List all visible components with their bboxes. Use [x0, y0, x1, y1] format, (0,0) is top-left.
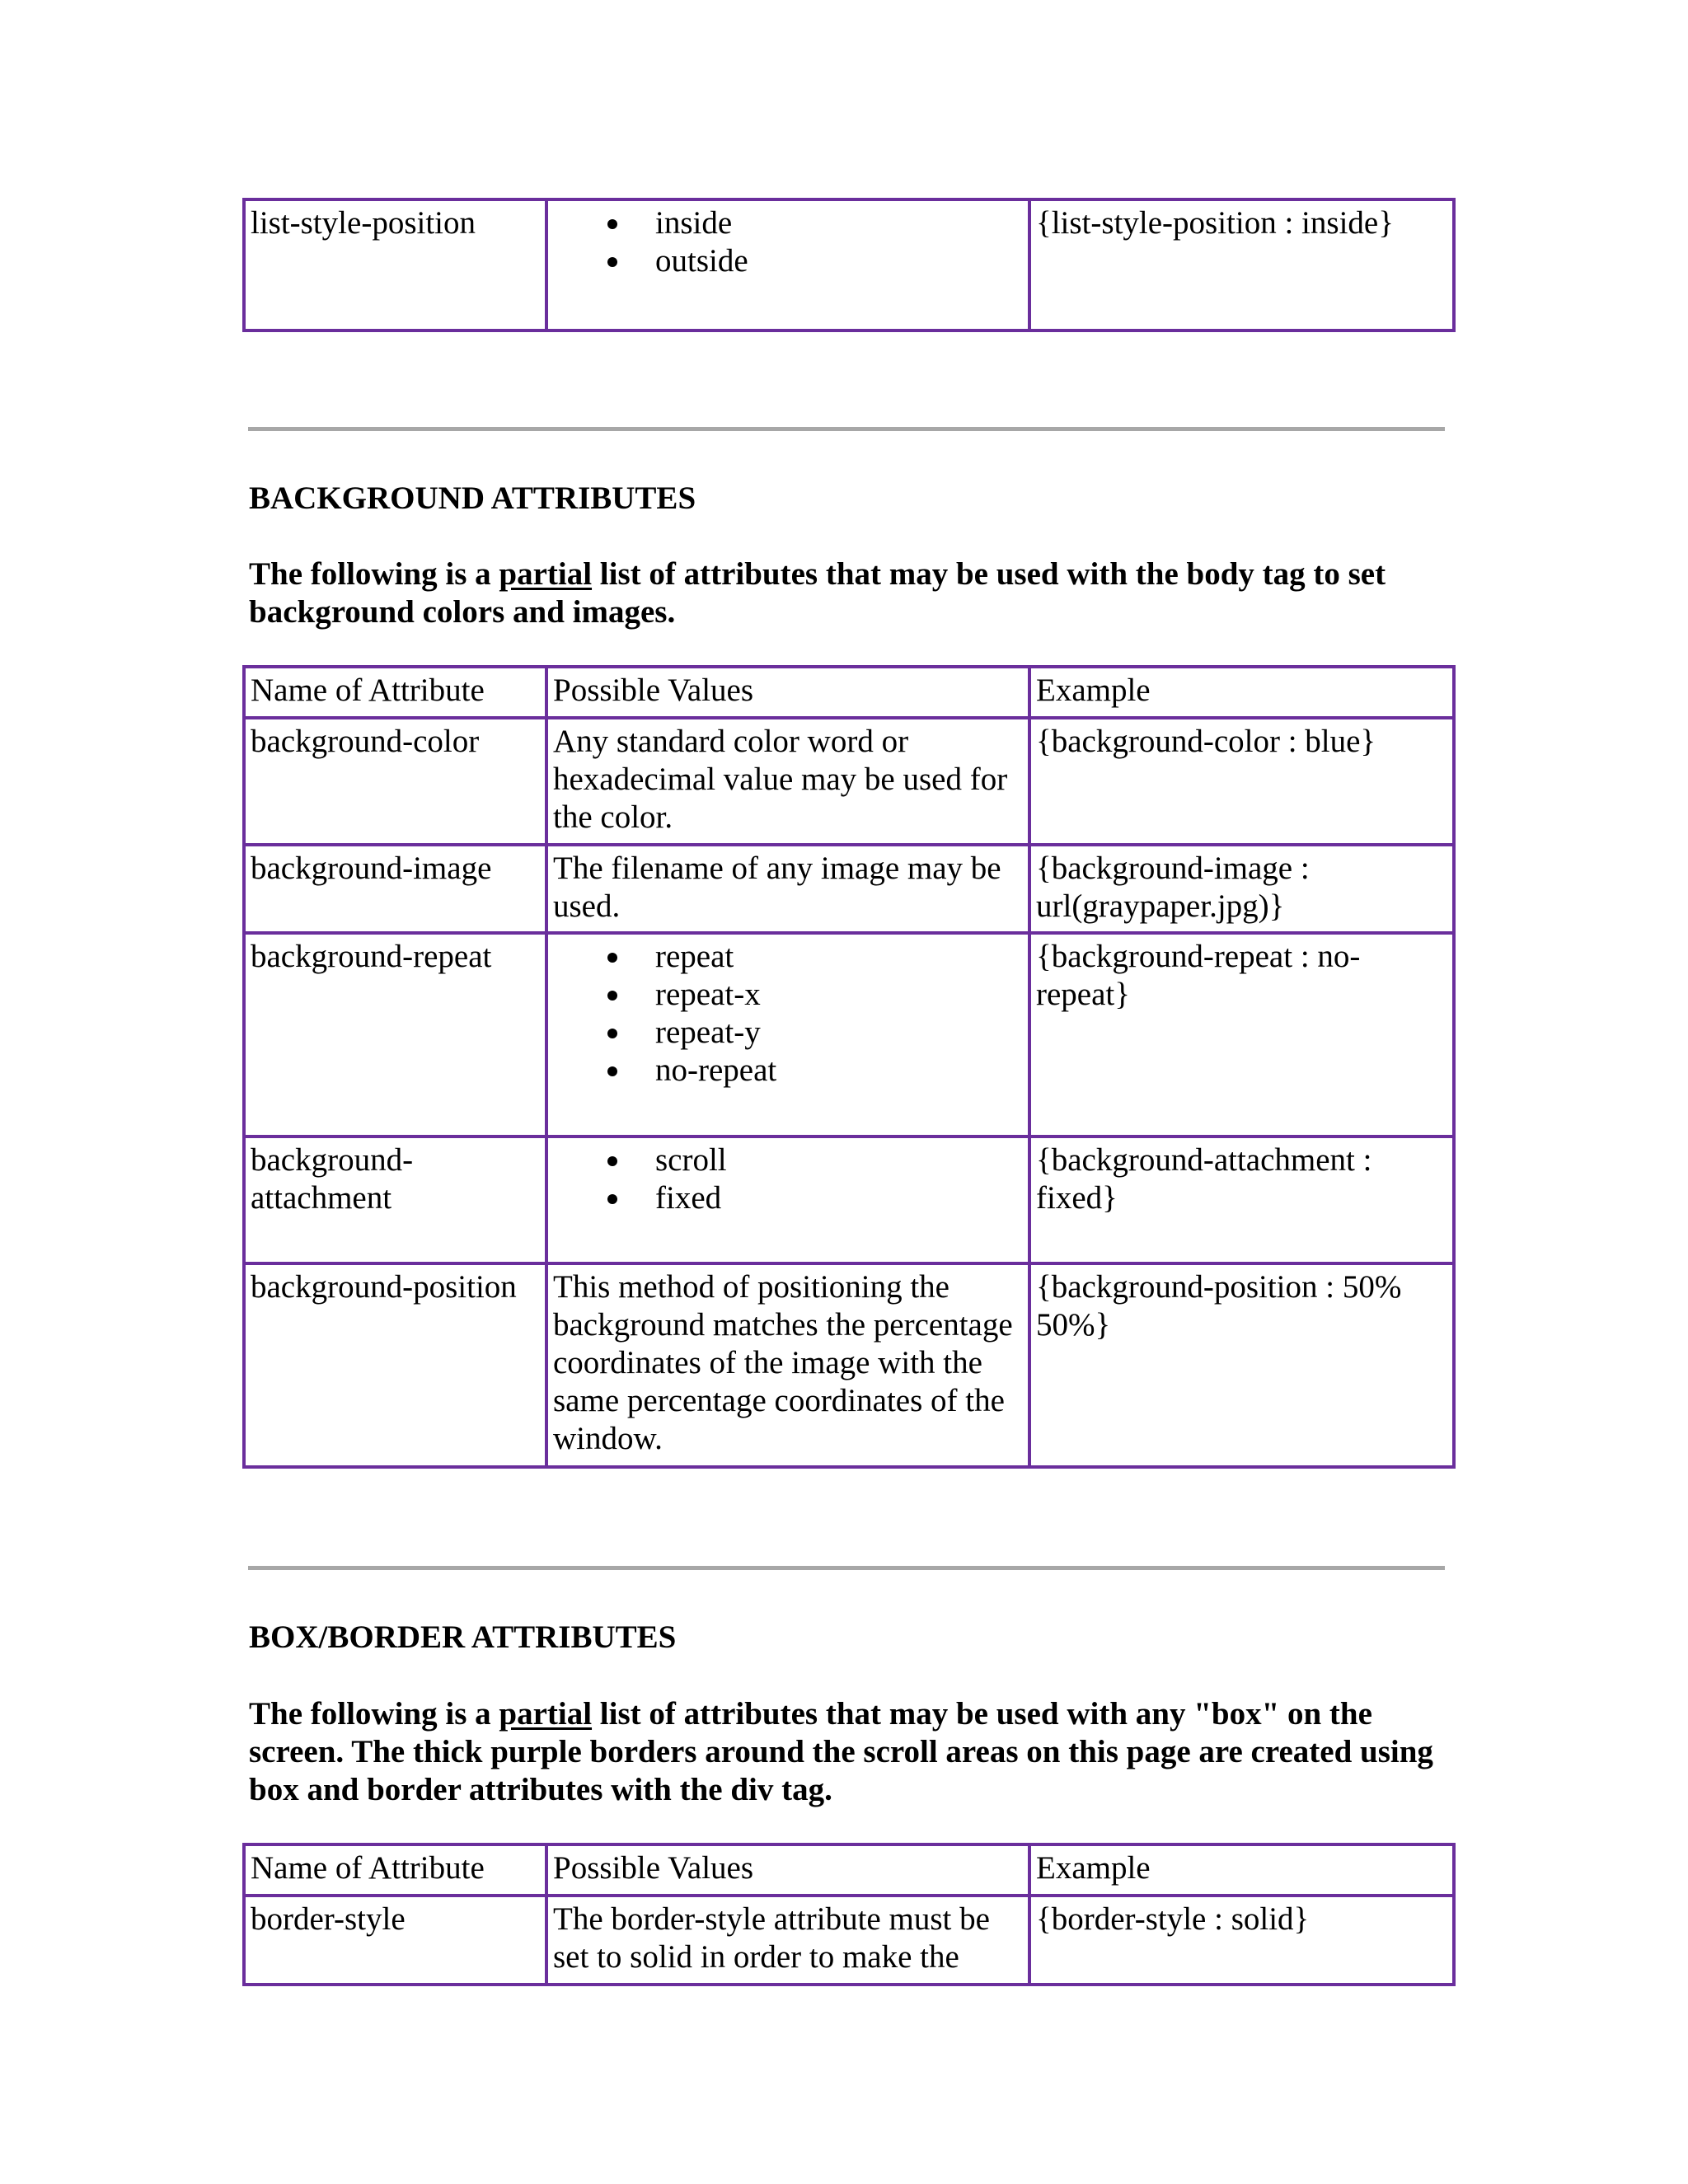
possible-values-cell	[546, 199, 1029, 330]
box-border-heading: BOX/BORDER ATTRIBUTES	[249, 1619, 677, 1655]
table-row	[244, 845, 1454, 933]
attribute-name-cell: background-attachment	[244, 1137, 546, 1263]
horizontal-rule	[248, 427, 1445, 431]
column-header-values: Possible Values	[546, 667, 1029, 718]
column-header-values: Possible Values	[546, 1844, 1029, 1896]
possible-values-cell	[546, 1137, 1029, 1263]
values-list	[553, 938, 1023, 1090]
table-row	[244, 1137, 1454, 1263]
example-cell: {background-repeat : no-repeat}	[1029, 933, 1454, 1137]
example-cell: {border-style : solid}	[1029, 1896, 1454, 1985]
intro-text: The following is a	[249, 556, 499, 592]
values-list	[553, 204, 1023, 280]
list-item: repeat-x	[655, 976, 1023, 1014]
example-cell: {background-position : 50% 50%}	[1029, 1263, 1454, 1467]
list-item: scroll	[655, 1141, 1023, 1179]
box-border-intro	[249, 1695, 1461, 1809]
list-item: inside	[655, 204, 1023, 242]
example-cell: {background-color : blue}	[1029, 718, 1454, 845]
column-header-name: Name of Attribute	[244, 1844, 546, 1896]
list-item: fixed	[655, 1179, 1023, 1217]
attribute-name-cell: background-repeat	[244, 933, 546, 1137]
background-attributes-table	[242, 665, 1456, 1469]
attribute-name-cell: border-style	[244, 1896, 546, 1985]
box-border-attributes-table	[242, 1843, 1456, 1986]
values-list	[553, 1141, 1023, 1217]
example-cell: {list-style-position : inside}	[1029, 199, 1454, 330]
horizontal-rule	[248, 1566, 1445, 1570]
table-row	[244, 1263, 1454, 1467]
background-heading: BACKGROUND ATTRIBUTES	[249, 480, 696, 516]
list-item: repeat	[655, 938, 1023, 976]
attribute-name-cell: background-position	[244, 1263, 546, 1467]
table-header-row	[244, 667, 1454, 718]
intro-emphasis: partial	[499, 556, 593, 592]
possible-values-cell: Any standard color word or hexadecimal value may be used for the color.	[546, 718, 1029, 845]
intro-emphasis: partial	[499, 1696, 593, 1732]
possible-values-cell: The filename of any image may be used.	[546, 845, 1029, 933]
table-row	[244, 199, 1454, 330]
possible-values-cell: The border-style attribute must be set to solid in order to make the	[546, 1896, 1029, 1985]
example-cell: {background-image : url(graypaper.jpg)}	[1029, 845, 1454, 933]
table-row	[244, 718, 1454, 845]
attribute-name-cell: list-style-position	[244, 199, 546, 330]
attribute-name-cell: background-color	[244, 718, 546, 845]
possible-values-cell	[546, 933, 1029, 1137]
list-item: no-repeat	[655, 1052, 1023, 1090]
table-row	[244, 1896, 1454, 1985]
list-item: repeat-y	[655, 1014, 1023, 1052]
background-intro	[249, 555, 1461, 631]
table-row	[244, 933, 1454, 1137]
possible-values-cell: This method of positioning the background matches the percentage coordinates of the image with the same percentage coordinates of the window.	[546, 1263, 1029, 1467]
intro-text: The following is a	[249, 1696, 499, 1732]
list-item: outside	[655, 242, 1023, 280]
list-style-table	[242, 198, 1456, 332]
intro-text: list of attributes that may be used with the body tag to set background colors and images.	[249, 556, 1386, 630]
example-cell: {background-attachment : fixed}	[1029, 1137, 1454, 1263]
intro-text: list of attributes that may be used with any "box" on the screen. The thick purple borders around the scroll areas on this page are created using box and border attributes with the div tag.	[249, 1696, 1433, 1807]
column-header-example: Example	[1029, 667, 1454, 718]
attribute-name-cell: background-image	[244, 845, 546, 933]
table-header-row	[244, 1844, 1454, 1896]
column-header-name: Name of Attribute	[244, 667, 546, 718]
column-header-example: Example	[1029, 1844, 1454, 1896]
